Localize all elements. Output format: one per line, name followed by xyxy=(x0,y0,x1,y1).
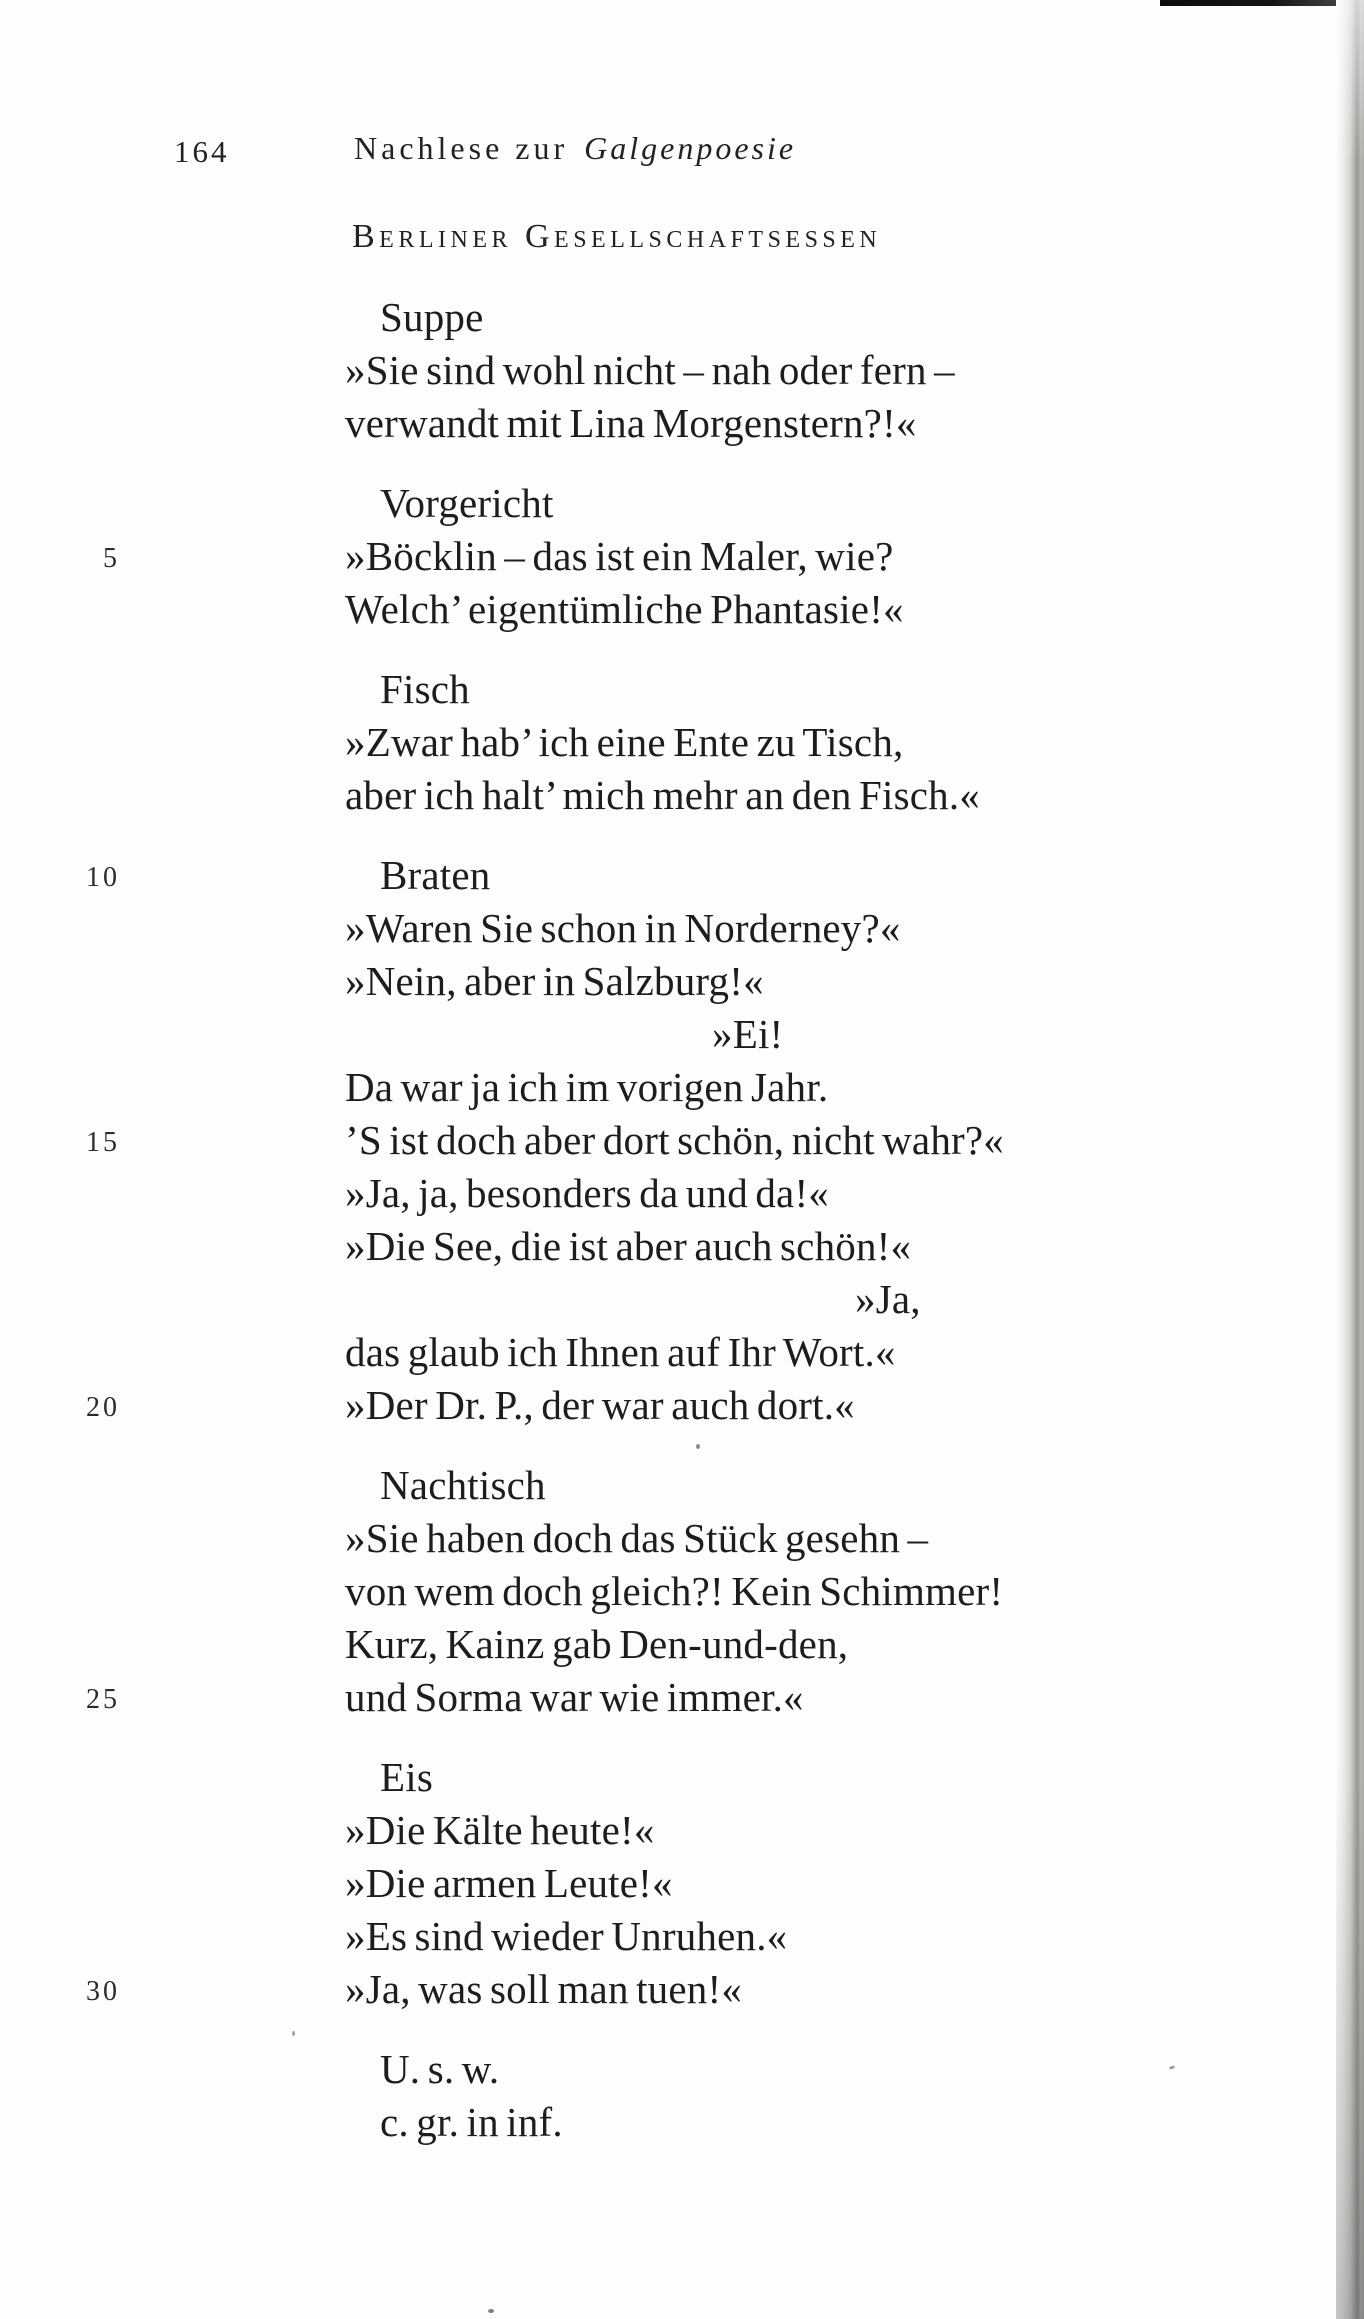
poem-line-text: »Der Dr. P., der war auch dort.« xyxy=(345,1382,855,1428)
poem-line xyxy=(0,397,1364,450)
poem-line xyxy=(0,583,1364,636)
poem-line-text: »Ja, ja, besonders da und da!« xyxy=(345,1170,830,1216)
stanza xyxy=(0,1459,1364,1724)
verse-line-number: 5 xyxy=(103,543,120,574)
scan-speck xyxy=(488,2309,494,2313)
poem-line xyxy=(0,1273,1364,1326)
poem-line xyxy=(0,955,1364,1008)
poem-line-text: und Sorma war wie immer.« xyxy=(345,1674,804,1720)
stanza-heading-text: Eis xyxy=(380,1754,433,1800)
stanza-heading-text: Suppe xyxy=(380,294,484,340)
stanza-heading-text: Nachtisch xyxy=(380,1462,546,1508)
stanza xyxy=(0,291,1364,450)
poem-line xyxy=(0,1114,1364,1167)
poem-line xyxy=(0,902,1364,955)
poem-line-text: »Sie sind wohl nicht – nah oder fern – xyxy=(345,347,955,393)
poem-line xyxy=(0,1910,1364,1963)
poem-line xyxy=(0,769,1364,822)
poem-line xyxy=(0,1512,1364,1565)
stanza xyxy=(0,1751,1364,2016)
poem-line-text: »Die Kälte heute!« xyxy=(345,1807,655,1853)
poem-line xyxy=(0,1804,1364,1857)
stanza xyxy=(0,849,1364,1432)
stanza-heading xyxy=(0,291,1364,344)
poem-line-text: »Böcklin – das ist ein Maler, wie? xyxy=(345,533,894,579)
running-title-work-name: Galgenpoesie xyxy=(584,130,797,166)
poem-line-text: das glaub ich Ihnen auf Ihr Wort.« xyxy=(345,1329,896,1375)
stanza xyxy=(0,663,1364,822)
running-header xyxy=(0,130,1364,174)
poem-line-text: »Nein, aber in Salzburg!« xyxy=(345,958,764,1004)
scan-top-edge-artifact xyxy=(1160,0,1364,6)
poem-line-text: »Ei! xyxy=(712,1011,784,1057)
verse-line-number: 10 xyxy=(86,862,120,893)
poem-line xyxy=(0,1963,1364,2016)
verse-line-number: 25 xyxy=(86,1684,120,1715)
poem-line xyxy=(0,2096,1364,2149)
poem-line xyxy=(0,1167,1364,1220)
stanza-heading xyxy=(0,1459,1364,1512)
poem-line-text: »Sie haben doch das Stück gesehn – xyxy=(345,1515,929,1561)
stanza-heading-text: U. s. w. xyxy=(380,2046,500,2092)
stanza-heading-text: Vorgericht xyxy=(380,480,554,526)
poem-line xyxy=(0,1618,1364,1671)
poem-title: Berliner Gesellschaftsessen xyxy=(352,218,882,255)
poem-line-text: Da war ja ich im vorigen Jahr. xyxy=(345,1064,829,1110)
running-title xyxy=(354,130,796,167)
poem-line xyxy=(0,1008,1364,1061)
stanza-heading xyxy=(0,1751,1364,1804)
poem-line-text: c. gr. in inf. xyxy=(380,2099,563,2145)
poem-line xyxy=(0,716,1364,769)
poem-line-text: »Ja, xyxy=(855,1276,921,1322)
poem-line-text: von wem doch gleich?! Kein Schimmer! xyxy=(345,1568,1004,1614)
poem-line-text: »Ja, was soll man tuen!« xyxy=(345,1966,743,2012)
stanza-heading xyxy=(0,477,1364,530)
verse-line-number: 30 xyxy=(86,1976,120,2007)
poem-line xyxy=(0,1220,1364,1273)
verse-line-number: 20 xyxy=(86,1392,120,1423)
stanza xyxy=(0,2043,1364,2149)
verse-line-number: 15 xyxy=(86,1127,120,1158)
scan-speck xyxy=(292,2031,295,2036)
poem-line-text: Kurz, Kainz gab Den-und-den, xyxy=(345,1621,849,1667)
stanza-heading xyxy=(0,849,1364,902)
poem-body xyxy=(0,291,1364,2149)
scan-speck xyxy=(696,1444,700,1449)
running-title-text: Nachlese zur xyxy=(354,130,569,166)
poem-line xyxy=(0,1671,1364,1724)
stanza xyxy=(0,477,1364,636)
poem-line-text: »Es sind wieder Unruhen.« xyxy=(345,1913,788,1959)
poem-line xyxy=(0,1061,1364,1114)
page-number: 164 xyxy=(174,134,230,169)
poem-line xyxy=(0,344,1364,397)
stanza-heading-text: Braten xyxy=(380,852,491,898)
poem-line-text: »Zwar hab’ ich eine Ente zu Tisch, xyxy=(345,719,904,765)
stanza-heading xyxy=(0,663,1364,716)
poem-line-text: »Die See, die ist aber auch schön!« xyxy=(345,1223,912,1269)
poem-line-text: »Die armen Leute!« xyxy=(345,1860,673,1906)
poem-line-text: ’S ist doch aber dort schön, nicht wahr?« xyxy=(345,1117,1004,1163)
poem-line-text: aber ich halt’ mich mehr an den Fisch.« xyxy=(345,772,980,818)
poem-line xyxy=(0,1326,1364,1379)
poem-line xyxy=(0,1379,1364,1432)
poem-line-text: Welch’ eigentümliche Phantasie!« xyxy=(345,586,904,632)
stanza-heading-text: Fisch xyxy=(380,666,470,712)
poem-line xyxy=(0,530,1364,583)
poem-line xyxy=(0,1565,1364,1618)
poem-line xyxy=(0,1857,1364,1910)
poem-line-text: verwandt mit Lina Morgenstern?!« xyxy=(345,400,917,446)
stanza-heading xyxy=(0,2043,1364,2096)
poem-line-text: »Waren Sie schon in Norderney?« xyxy=(345,905,901,951)
